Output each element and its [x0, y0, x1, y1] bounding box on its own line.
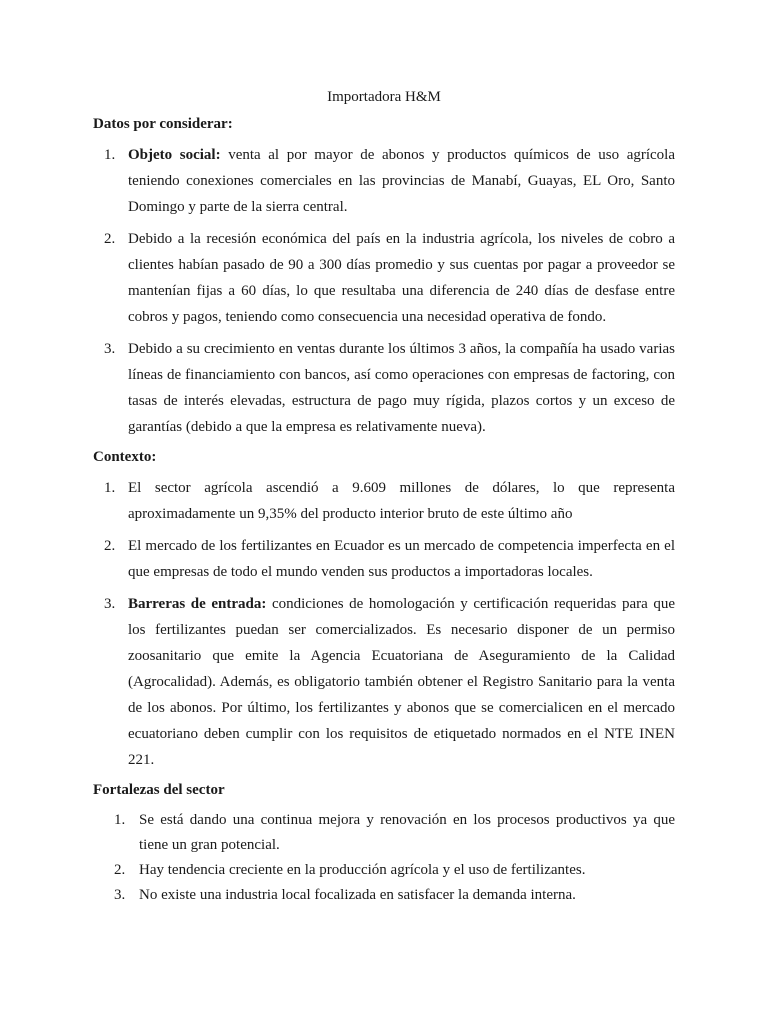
list-item — [93, 858, 675, 883]
list-item — [93, 226, 675, 330]
document-page — [93, 88, 675, 908]
list-item-number: 1. — [104, 147, 116, 163]
section-heading-datos: Datos por considerar: — [93, 116, 233, 132]
list-item-number: 2. — [104, 231, 116, 247]
list-contexto — [93, 475, 675, 773]
list-item-number: 3. — [104, 596, 116, 612]
list-item — [93, 142, 675, 220]
list-item-number: 2. — [104, 538, 116, 554]
list-item-text: condiciones de homologación y certificación requeridas para que los fertilizantes puedan ser comercializados. Es necesario disponer de un permiso zoosanitario que emite la Agencia Ecuatoriana de Aseguramiento de la Calidad (Agrocalidad). Además, es obligatorio también obtener el Registro Sanitario para la venta de los abonos. Por último, los fertilizantes y abonos que se comercialicen en el mercado ecuatoriano deben cumplir con los requisitos de etiquetado normados en el NTE INEN 221. — [128, 596, 675, 768]
list-item-text: Hay tendencia creciente en la producción agrícola y el uso de fertilizantes. — [139, 862, 586, 878]
list-item — [93, 336, 675, 440]
list-item-text: El mercado de los fertilizantes en Ecuador es un mercado de competencia imperfecta en el que empresas de todo el mundo venden sus productos a importadoras locales. — [128, 538, 675, 580]
list-item-text: venta al por mayor de abonos y productos químicos de uso agrícola teniendo conexiones comerciales en las provincias de Manabí, Guayas, EL Oro, Santo Domingo y parte de la sierra central. — [128, 147, 676, 215]
list-item-lead: Objeto social: — [128, 147, 221, 163]
list-item-text: Se está dando una continua mejora y renovación en los procesos productivos ya que tiene un gran potencial. — [139, 812, 675, 853]
list-item — [93, 475, 675, 527]
list-item-text: No existe una industria local focalizada en satisfacer la demanda interna. — [139, 887, 576, 903]
section-heading-contexto: Contexto: — [93, 449, 157, 465]
list-item — [93, 591, 675, 773]
list-fortalezas — [93, 808, 675, 908]
list-item-number: 1. — [104, 480, 116, 496]
list-item — [93, 533, 675, 585]
list-item-lead: Barreras de entrada: — [128, 596, 267, 612]
document-title: Importadora H&M — [327, 89, 441, 105]
list-item-text: Debido a la recesión económica del país en la industria agrícola, los niveles de cobro a clientes habían pasado de 90 a 300 días promedio y sus cuentas por pagar a proveedor se mantenían fijas a 60 días, lo que resultaba una diferencia de 240 días de desfase entre cobros y pagos, teniendo como consecuencia una necesidad operativa de fondo. — [128, 231, 675, 325]
list-item-number: 2. — [114, 862, 126, 878]
list-datos — [93, 142, 675, 440]
list-item-number: 1. — [114, 812, 126, 828]
section-heading-fortalezas: Fortalezas del sector — [93, 782, 225, 798]
list-item-text: Debido a su crecimiento en ventas durante los últimos 3 años, la compañía ha usado varias líneas de financiamiento con bancos, así como operaciones con empresas de factoring, con tasas de interés elevadas, estructura de pago muy rígida, plazos cortos y un exceso de garantías (debido a que la empresa es relativamente nueva). — [128, 341, 675, 435]
list-item-text: El sector agrícola ascendió a 9.609 millones de dólares, lo que representa aproximadamente un 9,35% del producto interior bruto de este último año — [128, 480, 675, 522]
list-item — [93, 883, 675, 908]
list-item-number: 3. — [104, 341, 116, 357]
list-item-number: 3. — [114, 887, 126, 903]
list-item — [93, 808, 675, 858]
